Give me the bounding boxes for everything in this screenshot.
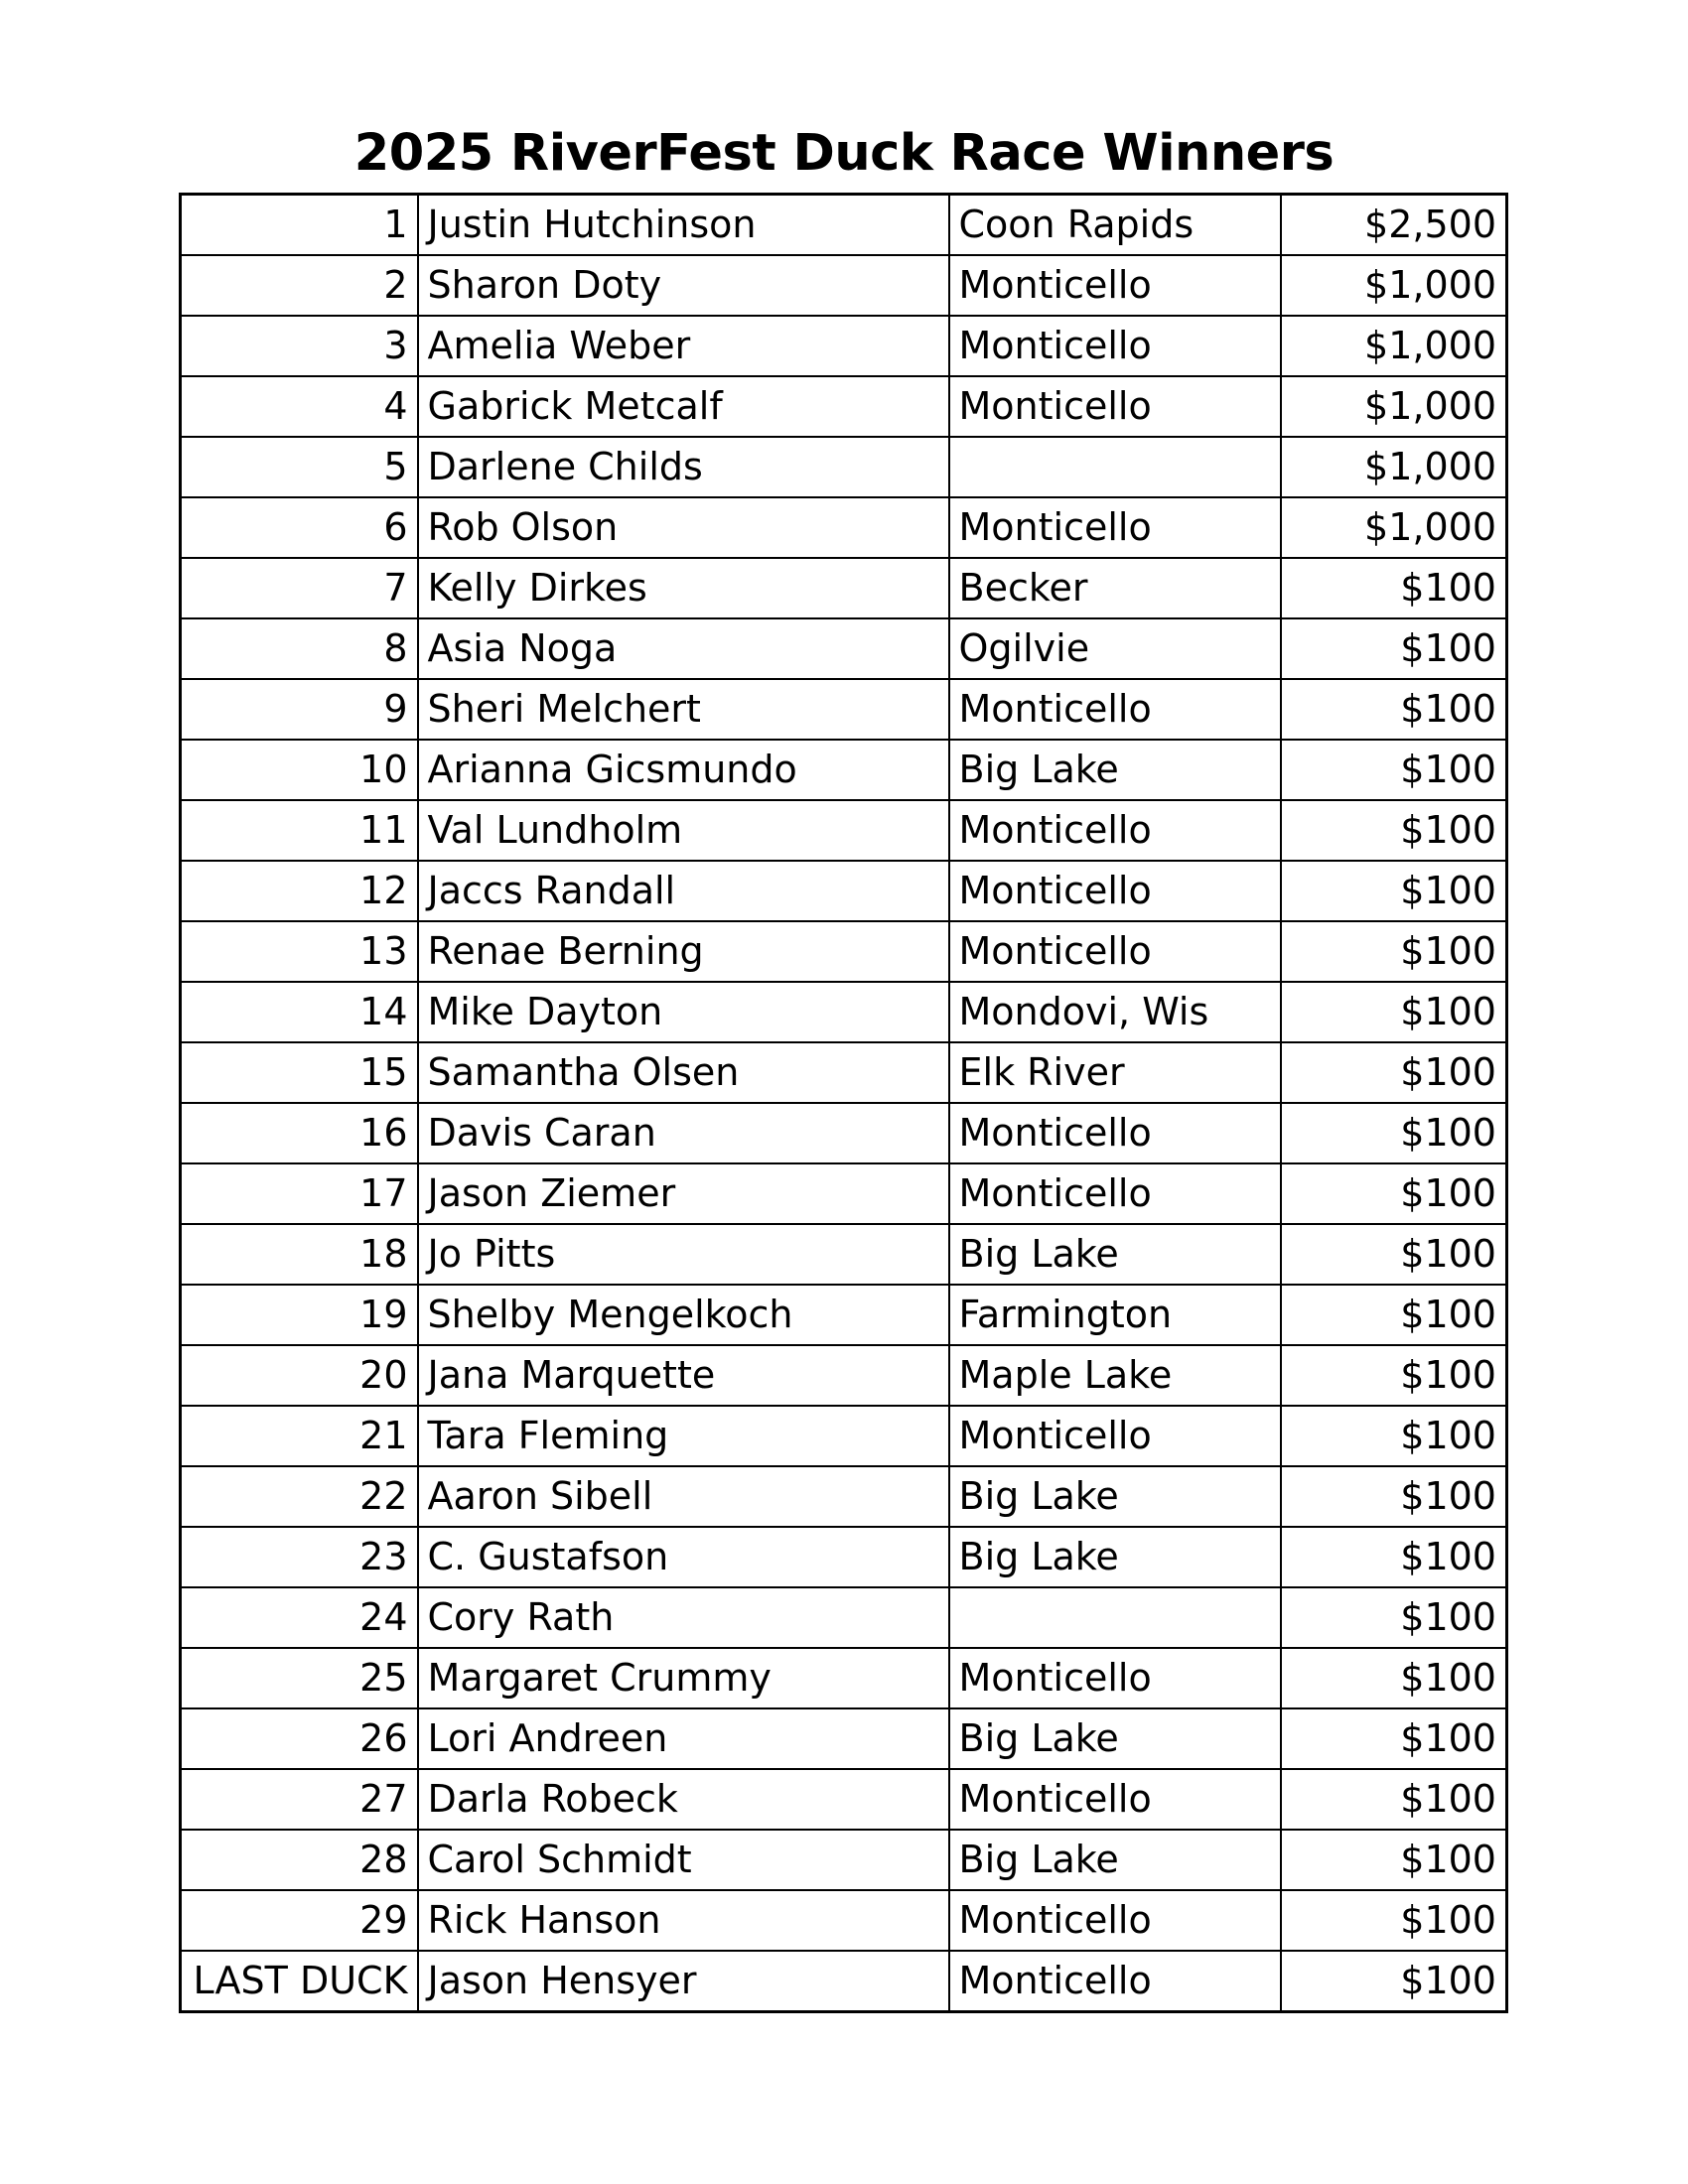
prize-cell: $100 — [1281, 982, 1507, 1042]
prize-cell: $100 — [1281, 1224, 1507, 1285]
city-cell: Monticello — [949, 1406, 1281, 1466]
city-cell: Monticello — [949, 1769, 1281, 1830]
city-cell: Maple Lake — [949, 1345, 1281, 1406]
winner-name-cell: Amelia Weber — [418, 316, 949, 376]
page-title: 2025 RiverFest Duck Race Winners — [353, 124, 1335, 183]
prize-cell: $100 — [1281, 740, 1507, 800]
winner-name-cell: Mike Dayton — [418, 982, 949, 1042]
place-cell: 7 — [181, 558, 418, 618]
table-row — [181, 1406, 1507, 1466]
table-row — [181, 1285, 1507, 1345]
winner-name-cell: Lori Andreen — [418, 1708, 949, 1769]
prize-cell: $100 — [1281, 921, 1507, 982]
table-row — [181, 1587, 1507, 1648]
city-cell: Monticello — [949, 921, 1281, 982]
place-cell: 10 — [181, 740, 418, 800]
table-row — [181, 255, 1507, 316]
table-row — [181, 1345, 1507, 1406]
winner-name-cell: Justin Hutchinson — [418, 195, 949, 256]
prize-cell: $100 — [1281, 1103, 1507, 1163]
city-cell — [949, 1587, 1281, 1648]
prize-cell: $1,000 — [1281, 255, 1507, 316]
place-cell: 1 — [181, 195, 418, 256]
table-row — [181, 558, 1507, 618]
place-cell: 4 — [181, 376, 418, 437]
city-cell: Monticello — [949, 376, 1281, 437]
place-cell: 20 — [181, 1345, 418, 1406]
table-row — [181, 740, 1507, 800]
table-row — [181, 618, 1507, 679]
winner-name-cell: Darlene Childs — [418, 437, 949, 497]
table-row — [181, 921, 1507, 982]
table-row — [181, 376, 1507, 437]
city-cell — [949, 437, 1281, 497]
winner-name-cell: Jason Ziemer — [418, 1163, 949, 1224]
city-cell: Mondovi, Wis — [949, 982, 1281, 1042]
table-row — [181, 1890, 1507, 1951]
prize-cell: $100 — [1281, 861, 1507, 921]
table-row — [181, 1466, 1507, 1527]
city-cell: Monticello — [949, 497, 1281, 558]
city-cell: Monticello — [949, 1951, 1281, 2012]
prize-cell: $100 — [1281, 800, 1507, 861]
winner-name-cell: Rick Hanson — [418, 1890, 949, 1951]
winner-name-cell: Carol Schmidt — [418, 1830, 949, 1890]
winner-name-cell: Samantha Olsen — [418, 1042, 949, 1103]
place-cell: 19 — [181, 1285, 418, 1345]
prize-cell: $100 — [1281, 1648, 1507, 1708]
table-row — [181, 1951, 1507, 2012]
city-cell: Monticello — [949, 1648, 1281, 1708]
table-row — [181, 316, 1507, 376]
table-row — [181, 982, 1507, 1042]
place-cell: 9 — [181, 679, 418, 740]
table-row — [181, 437, 1507, 497]
winner-name-cell: Cory Rath — [418, 1587, 949, 1648]
prize-cell: $100 — [1281, 1345, 1507, 1406]
table-row — [181, 1769, 1507, 1830]
place-cell: 14 — [181, 982, 418, 1042]
city-cell: Monticello — [949, 1890, 1281, 1951]
place-cell: 28 — [181, 1830, 418, 1890]
place-cell: 13 — [181, 921, 418, 982]
winner-name-cell: Shelby Mengelkoch — [418, 1285, 949, 1345]
place-cell: 8 — [181, 618, 418, 679]
place-cell: 27 — [181, 1769, 418, 1830]
prize-cell: $100 — [1281, 1406, 1507, 1466]
place-cell: 12 — [181, 861, 418, 921]
prize-cell: $100 — [1281, 558, 1507, 618]
prize-cell: $2,500 — [1281, 195, 1507, 256]
table-row — [181, 497, 1507, 558]
place-cell: 5 — [181, 437, 418, 497]
prize-cell: $1,000 — [1281, 316, 1507, 376]
city-cell: Monticello — [949, 1163, 1281, 1224]
place-cell: 24 — [181, 1587, 418, 1648]
winner-name-cell: Margaret Crummy — [418, 1648, 949, 1708]
prize-cell: $1,000 — [1281, 437, 1507, 497]
prize-cell: $100 — [1281, 1708, 1507, 1769]
prize-cell: $1,000 — [1281, 376, 1507, 437]
place-cell: 26 — [181, 1708, 418, 1769]
city-cell: Monticello — [949, 861, 1281, 921]
city-cell: Elk River — [949, 1042, 1281, 1103]
table-row — [181, 1103, 1507, 1163]
city-cell: Monticello — [949, 316, 1281, 376]
table-row — [181, 1830, 1507, 1890]
winner-name-cell: Davis Caran — [418, 1103, 949, 1163]
prize-cell: $100 — [1281, 1527, 1507, 1587]
table-row — [181, 861, 1507, 921]
city-cell: Ogilvie — [949, 618, 1281, 679]
winner-name-cell: Renae Berning — [418, 921, 949, 982]
prize-cell: $100 — [1281, 1042, 1507, 1103]
city-cell: Big Lake — [949, 740, 1281, 800]
table-row — [181, 1224, 1507, 1285]
winner-name-cell: Jo Pitts — [418, 1224, 949, 1285]
city-cell: Big Lake — [949, 1466, 1281, 1527]
place-cell: 22 — [181, 1466, 418, 1527]
winner-name-cell: Jana Marquette — [418, 1345, 949, 1406]
winner-name-cell: Rob Olson — [418, 497, 949, 558]
prize-cell: $100 — [1281, 1285, 1507, 1345]
winner-name-cell: Jaccs Randall — [418, 861, 949, 921]
prize-cell: $100 — [1281, 679, 1507, 740]
prize-cell: $100 — [1281, 1769, 1507, 1830]
winner-name-cell: Jason Hensyer — [418, 1951, 949, 2012]
table-row — [181, 1042, 1507, 1103]
city-cell: Monticello — [949, 1103, 1281, 1163]
prize-cell: $100 — [1281, 1587, 1507, 1648]
place-cell: 25 — [181, 1648, 418, 1708]
prize-cell: $100 — [1281, 1163, 1507, 1224]
city-cell: Monticello — [949, 800, 1281, 861]
city-cell: Farmington — [949, 1285, 1281, 1345]
table-row — [181, 800, 1507, 861]
place-cell: 23 — [181, 1527, 418, 1587]
winner-name-cell: Kelly Dirkes — [418, 558, 949, 618]
place-cell: 3 — [181, 316, 418, 376]
place-cell: 11 — [181, 800, 418, 861]
table-row — [181, 1163, 1507, 1224]
table-row — [181, 679, 1507, 740]
winners-table-body — [181, 195, 1507, 2012]
winner-name-cell: Darla Robeck — [418, 1769, 949, 1830]
city-cell: Coon Rapids — [949, 195, 1281, 256]
winner-name-cell: C. Gustafson — [418, 1527, 949, 1587]
place-cell: 2 — [181, 255, 418, 316]
winner-name-cell: Asia Noga — [418, 618, 949, 679]
table-row — [181, 1527, 1507, 1587]
city-cell: Big Lake — [949, 1708, 1281, 1769]
winner-name-cell: Gabrick Metcalf — [418, 376, 949, 437]
place-cell: 16 — [181, 1103, 418, 1163]
prize-cell: $100 — [1281, 1951, 1507, 2012]
winner-name-cell: Val Lundholm — [418, 800, 949, 861]
prize-cell: $100 — [1281, 1890, 1507, 1951]
place-cell: 18 — [181, 1224, 418, 1285]
winner-name-cell: Tara Fleming — [418, 1406, 949, 1466]
place-cell: 17 — [181, 1163, 418, 1224]
prize-cell: $1,000 — [1281, 497, 1507, 558]
winner-name-cell: Sheri Melchert — [418, 679, 949, 740]
city-cell: Big Lake — [949, 1224, 1281, 1285]
city-cell: Big Lake — [949, 1527, 1281, 1587]
winner-name-cell: Aaron Sibell — [418, 1466, 949, 1527]
winners-table — [179, 193, 1508, 2013]
prize-cell: $100 — [1281, 1830, 1507, 1890]
city-cell: Monticello — [949, 255, 1281, 316]
place-cell: 15 — [181, 1042, 418, 1103]
city-cell: Becker — [949, 558, 1281, 618]
table-row — [181, 195, 1507, 256]
place-cell: 6 — [181, 497, 418, 558]
winner-name-cell: Sharon Doty — [418, 255, 949, 316]
place-cell: 21 — [181, 1406, 418, 1466]
city-cell: Big Lake — [949, 1830, 1281, 1890]
table-row — [181, 1708, 1507, 1769]
prize-cell: $100 — [1281, 1466, 1507, 1527]
place-cell: LAST DUCK — [181, 1951, 418, 2012]
winner-name-cell: Arianna Gicsmundo — [418, 740, 949, 800]
prize-cell: $100 — [1281, 618, 1507, 679]
table-row — [181, 1648, 1507, 1708]
place-cell: 29 — [181, 1890, 418, 1951]
city-cell: Monticello — [949, 679, 1281, 740]
